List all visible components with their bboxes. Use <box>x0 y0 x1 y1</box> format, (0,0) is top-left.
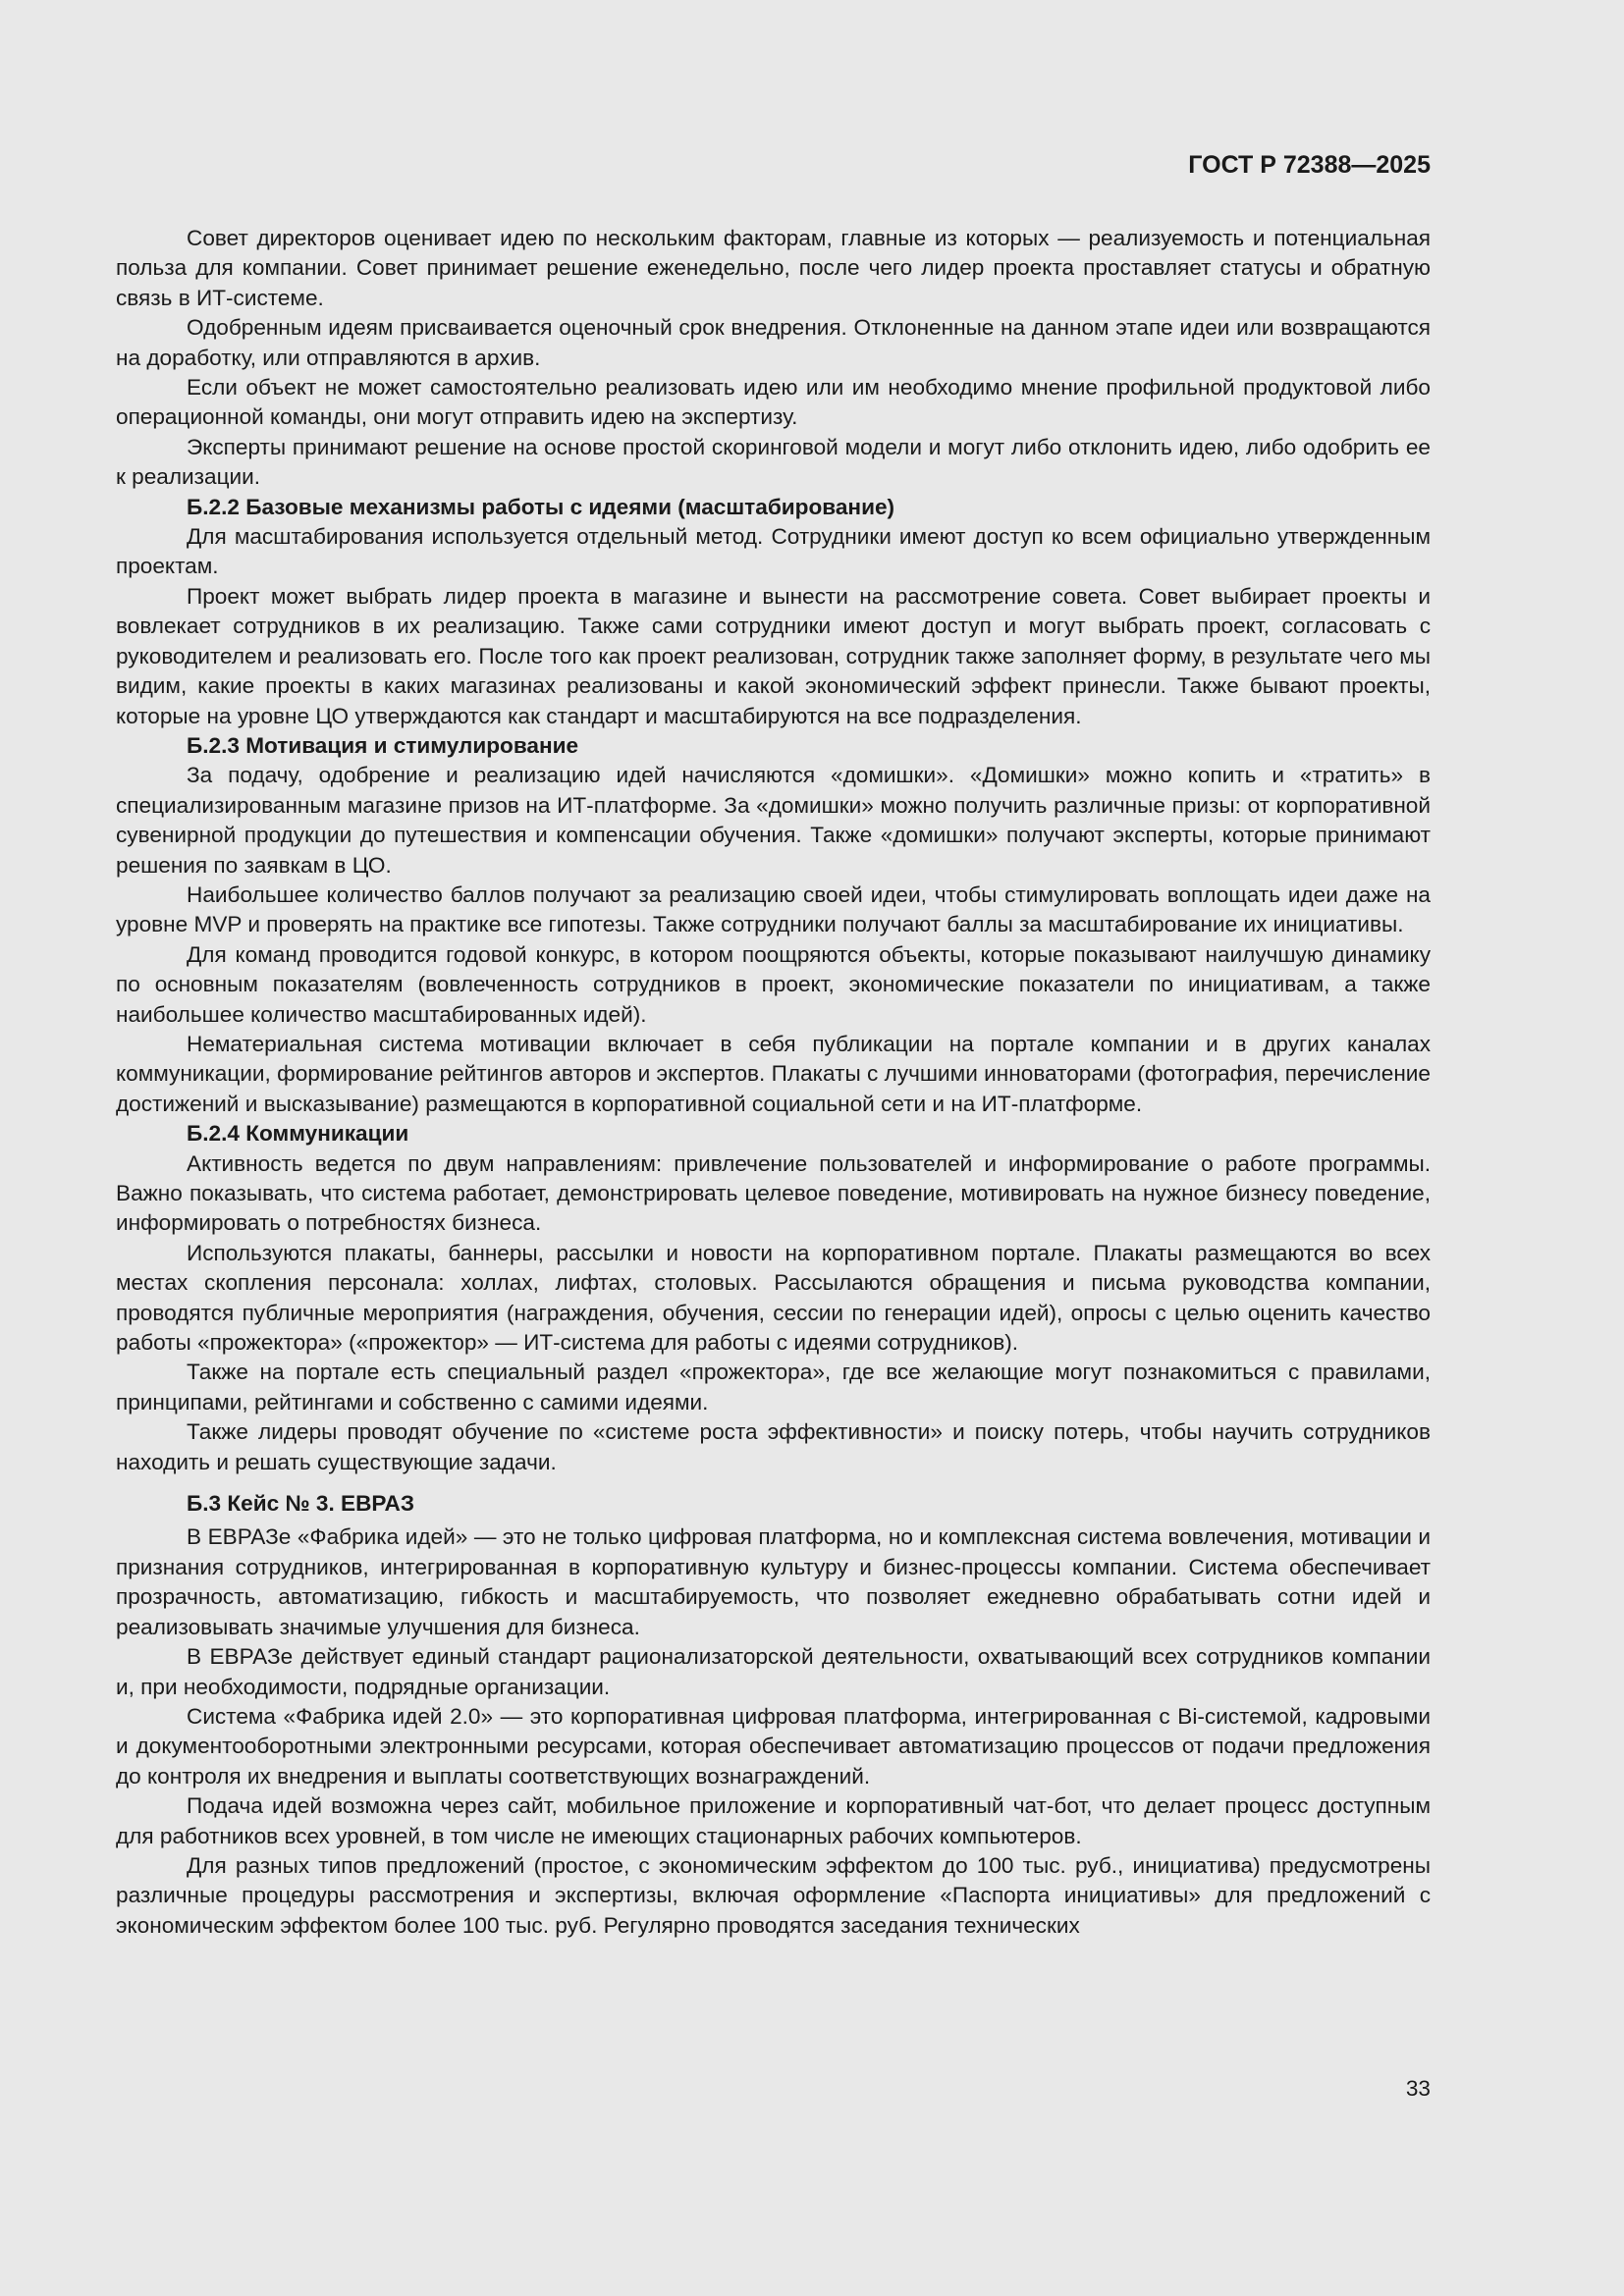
paragraph: Для команд проводится годовой конкурс, в котором поощряются объекты, которые показывают наилучшую динамику по основным показателям (вовлеченность сотрудников в проект, экономические показатели по инициативам, а также наибольшее количество масштабированных идей). <box>116 941 1431 1027</box>
paragraph: В ЕВРАЗе «Фабрика идей» — это не только цифровая платформа, но и комплексная система вовлечения, мотивации и признания сотрудников, интегрированная в корпоративную культуру и бизнес-процессы компании. Система обеспечивает прозрачность, автоматизацию, гибкость и масштабируемость, что позволяет ежедневно обрабатывать сотни идей и реализовывать значимые улучшения для бизнеса. <box>116 1524 1431 1639</box>
paragraph: Одобренным идеям присваивается оценочный срок внедрения. Отклоненные на данном этапе идеи или возвращаются на доработку, или отправляются в архив. <box>116 315 1431 370</box>
paragraph: Также на портале есть специальный раздел «прожектора», где все желающие могут познакомиться с правилами, принципами, рейтингами и собственно с самими идеями. <box>116 1360 1431 1415</box>
paragraph: Подача идей возможна через сайт, мобильное приложение и корпоративный чат-бот, что делает процесс доступным для работников всех уровней, в том числе не имеющих стационарных рабочих компьютеров. <box>116 1793 1431 1848</box>
paragraph: Используются плакаты, баннеры, рассылки и новости на корпоративном портале. Плакаты размещаются во всех местах скопления персонала: холлах, лифтах, столовых. Рассылаются обращения и письма руководства компании, проводятся публичные мероприятия (награждения, обучения, сессии по генерации идей), опросы с целью оценить качество работы «прожектора» («прожектор» — ИТ-система для работы с идеями сотрудников). <box>116 1240 1431 1356</box>
paragraph: В ЕВРАЗе действует единый стандарт рационализаторской деятельности, охватывающий всех сотрудников компании и, при необходимости, подрядные организации. <box>116 1644 1431 1699</box>
section-heading: Б.2.2 Базовые механизмы работы с идеями (масштабирование) <box>187 494 895 519</box>
paragraph: Нематериальная система мотивации включает в себя публикации на портале компании и в других каналах коммуникации, формирование рейтингов авторов и экспертов. Плакаты с лучшими инноваторами (фотография, перечисление достижений и высказывание) размещаются в корпоративной социальной сети и на ИТ-платформе. <box>116 1031 1431 1116</box>
section-heading: Б.3 Кейс № 3. ЕВРАЗ <box>187 1491 414 1517</box>
paragraph: Система «Фабрика идей 2.0» — это корпоративная цифровая платформа, интегрированная с Bi-системой, кадровыми и документооборотными электронными ресурсами, которая обеспечивает автоматизацию процессов от подачи предложения до контроля их внедрения и выплаты соответствующих вознаграждений. <box>116 1703 1431 1789</box>
document-body <box>116 224 1431 1941</box>
paragraph: Если объект не может самостоятельно реализовать идею или им необходимо мнение профильной продуктовой либо операционной команды, они могут отправить идею на экспертизу. <box>116 375 1431 430</box>
paragraph: Для масштабирования используется отдельный метод. Сотрудники имеют доступ ко всем официально утвержденным проектам. <box>116 524 1431 579</box>
paragraph: Эксперты принимают решение на основе простой скоринговой модели и могут либо отклонить идею, либо одобрить ее к реализации. <box>116 434 1431 490</box>
paragraph: За подачу, одобрение и реализацию идей начисляются «домишки». «Домишки» можно копить и «тратить» в специализированным магазине призов на ИТ-платформе. За «домишки» можно получить различные призы: от корпоративной сувенирной продукции до путешествия и компенсации обучения. Также «домишки» получают эксперты, которые принимают решения по заявкам в ЦО. <box>116 763 1431 878</box>
paragraph: Для разных типов предложений (простое, с экономическим эффектом до 100 тыс. руб., инициатива) предусмотрены различные процедуры рассмотрения и экспертизы, включая оформление «Паспорта инициативы» для предложений с экономическим эффектом более 100 тыс. руб. Регулярно проводятся заседания технических <box>116 1852 1431 1938</box>
paragraph: Активность ведется по двум направлениям: привлечение пользователей и информирование о работе программы. Важно показывать, что система работает, демонстрировать целевое поведение, мотивировать на нужное бизнесу поведение, информировать о потребностях бизнеса. <box>116 1150 1431 1236</box>
paragraph: Наибольшее количество баллов получают за реализацию своей идеи, чтобы стимулировать воплощать идеи даже на уровне MVP и проверять на практике все гипотезы. Также сотрудники получают баллы за масштабирование их инициативы. <box>116 881 1431 937</box>
paragraph: Проект может выбрать лидер проекта в магазине и вынести на рассмотрение совета. Совет выбирает проекты и вовлекает сотрудников в их реализацию. Также сами сотрудники имеют доступ и могут выбрать проект, согласовать с руководителем и реализовать его. После того как проект реализован, сотрудник также заполняет форму, в результате чего мы видим, какие проекты в каких магазинах реализованы и какой экономический эффект принесли. Также бывают проекты, которые на уровне ЦО утверждаются как стандарт и масштабируются на все подразделения. <box>116 583 1431 728</box>
standard-header: ГОСТ Р 72388—2025 <box>1188 151 1431 179</box>
paragraph: Также лидеры проводят обучение по «системе роста эффективности» и поиску потерь, чтобы научить сотрудников находить и решать существующие задачи. <box>116 1419 1431 1474</box>
paragraph: Совет директоров оценивает идею по нескольким факторам, главные из которых — реализуемость и потенциальная польза для компании. Совет принимает решение еженедельно, после чего лидер проекта проставляет статусы и обратную связь в ИТ-системе. <box>116 226 1431 310</box>
section-heading: Б.2.3 Мотивация и стимулирование <box>187 732 579 758</box>
section-heading: Б.2.4 Коммуникации <box>187 1121 409 1147</box>
page-number: 33 <box>1405 2076 1431 2101</box>
